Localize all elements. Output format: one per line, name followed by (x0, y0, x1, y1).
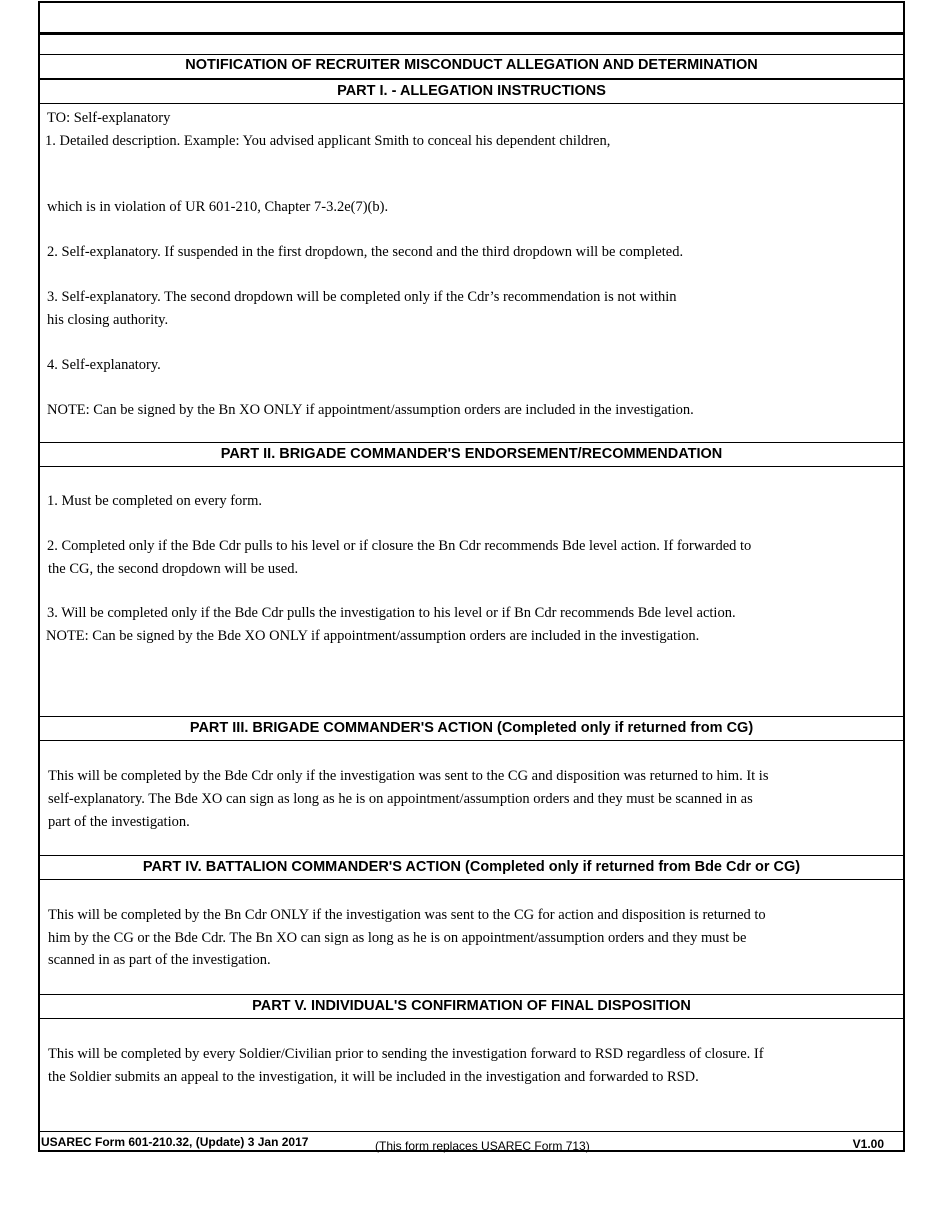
part1-line: 3. Self-explanatory. The second dropdown will be completed only if the Cdr’s recommendation is not within (47, 289, 677, 305)
part5-heading: PART V. INDIVIDUAL'S CONFIRMATION OF FINAL DISPOSITION (40, 994, 903, 1019)
part4-line: scanned in as part of the investigation. (48, 952, 271, 968)
part3-line: part of the investigation. (48, 814, 190, 830)
part2-heading: PART II. BRIGADE COMMANDER'S ENDORSEMENT/RECOMMENDATION (40, 442, 903, 467)
part4-heading: PART IV. BATTALION COMMANDER'S ACTION (Completed only if returned from Bde Cdr or CG) (40, 855, 903, 880)
form-title: NOTIFICATION OF RECRUITER MISCONDUCT ALLEGATION AND DETERMINATION (40, 54, 903, 79)
part1-line: which is in violation of UR 601-210, Chapter 7-3.2e(7)(b). (47, 199, 389, 215)
part2-line: 1. Must be completed on every form. (47, 493, 263, 509)
part1-heading: PART I. - ALLEGATION INSTRUCTIONS (40, 79, 903, 104)
form-footer (40, 1131, 903, 1153)
top-blank-band (40, 3, 903, 35)
part3-line: self-explanatory. The Bde XO can sign as long as he is on appointment/assumption orders and they must be scanned in as (48, 791, 753, 807)
spacer-band (40, 35, 903, 55)
part1-line: his closing authority. (47, 312, 169, 328)
part4-line: him by the CG or the Bde Cdr. The Bn XO can sign as long as he is on appointment/assumption orders and they must be (48, 930, 747, 946)
part2-line: 2. Completed only if the Bde Cdr pulls to his level or if closure the Bn Cdr recommends Bde level action. If forwarded to (47, 538, 752, 554)
part1-line: 4. Self-explanatory. (47, 357, 161, 373)
part4-line: This will be completed by the Bn Cdr ONLY if the investigation was sent to the CG for action and disposition is returned to (48, 907, 766, 923)
part3-line: This will be completed by the Bde Cdr only if the investigation was sent to the CG and disposition was returned to him. It is (48, 768, 769, 784)
part2-line: 3. Will be completed only if the Bde Cdr pulls the investigation to his level or if Bn Cdr recommends Bde level action. (47, 605, 736, 621)
part3-heading: PART III. BRIGADE COMMANDER'S ACTION (Completed only if returned from CG) (40, 716, 903, 741)
part1-line: TO: Self-explanatory (47, 110, 171, 126)
part2-line: NOTE: Can be signed by the Bde XO ONLY if appointment/assumption orders are included in the investigation. (46, 628, 700, 644)
form-version: V1.00 (852, 1137, 884, 1151)
part1-line: 2. Self-explanatory. If suspended in the first dropdown, the second and the third dropdown will be completed. (47, 244, 684, 260)
form-frame (38, 1, 905, 1152)
part2-line: the CG, the second dropdown will be used. (48, 561, 299, 577)
form-replaces-note: (This form replaces USAREC Form 713) (375, 1139, 590, 1153)
part5-line: the Soldier submits an appeal to the investigation, it will be included in the investigation and forwarded to RSD. (48, 1069, 699, 1085)
part5-line: This will be completed by every Soldier/Civilian prior to sending the investigation forward to RSD regardless of closure. If (48, 1046, 764, 1062)
part1-line: NOTE: Can be signed by the Bn XO ONLY if appointment/assumption orders are included in the investigation. (47, 402, 694, 418)
form-id: USAREC Form 601-210.32, (Update) 3 Jan 2017 (41, 1135, 309, 1149)
part1-line: 1. Detailed description. Example: You advised applicant Smith to conceal his dependent children, (45, 133, 611, 149)
